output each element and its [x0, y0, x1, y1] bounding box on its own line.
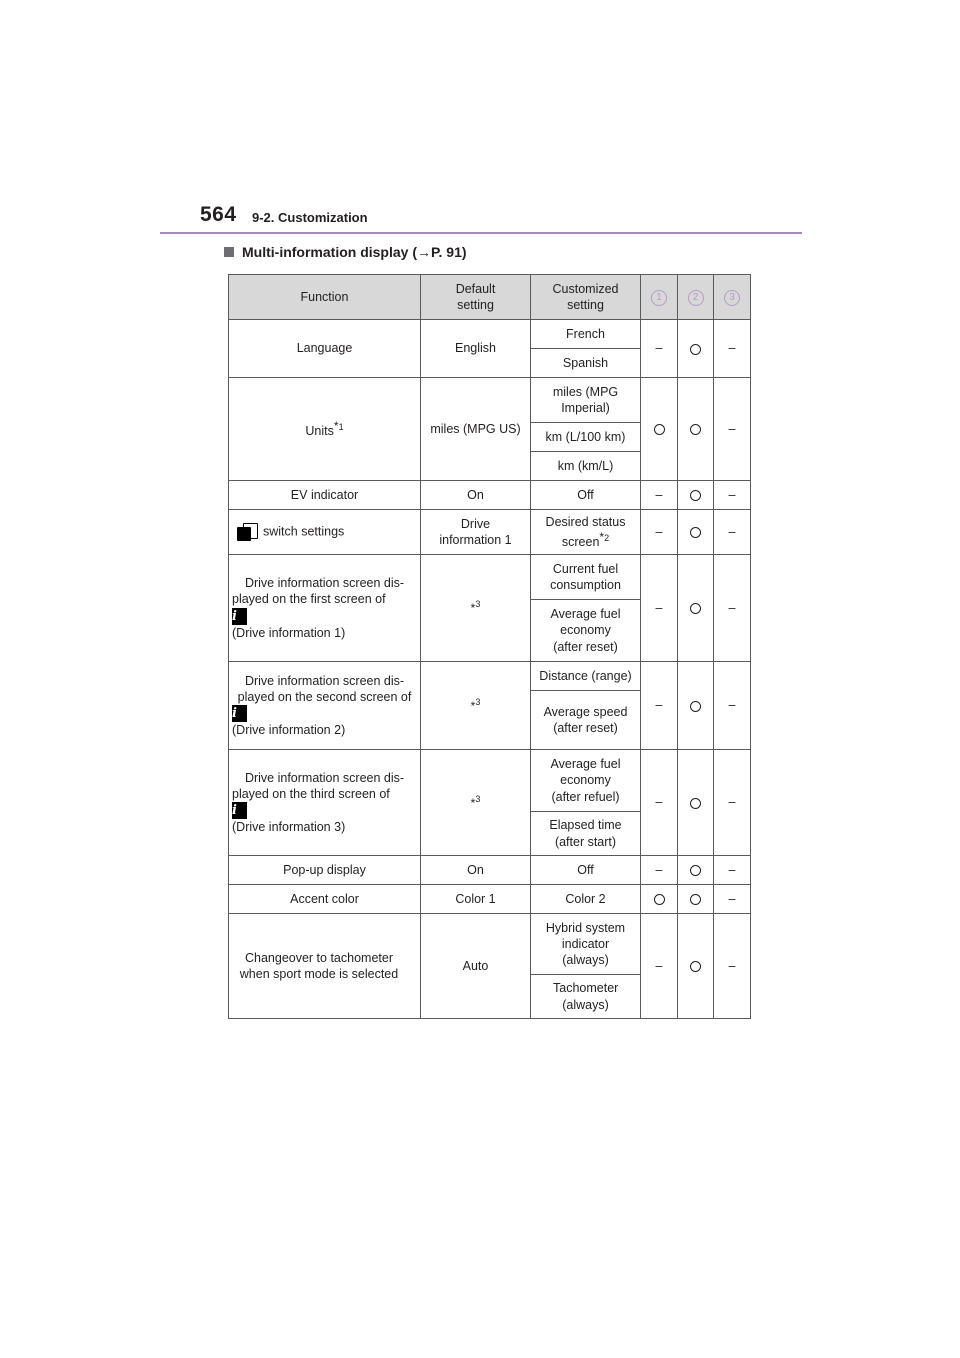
circle-icon	[654, 424, 665, 435]
dash-mark: –	[714, 378, 751, 481]
table-row	[229, 750, 751, 812]
popup-default: On	[421, 856, 531, 885]
dash-mark: –	[714, 662, 751, 750]
drive-info-3-function: Drive information screen dis- played on the third screen of i (Drive information 3)	[229, 750, 421, 856]
header-function: Function	[229, 275, 421, 320]
units-option: km (km/L)	[531, 452, 641, 481]
switch-function: switch settings	[229, 510, 421, 555]
square-bullet-icon	[224, 247, 234, 257]
circle-mark	[678, 662, 714, 750]
circle-mark	[641, 885, 678, 914]
table-row	[229, 510, 751, 555]
table-row	[229, 662, 751, 691]
language-function: Language	[229, 320, 421, 378]
header-customized: Customized setting	[531, 275, 641, 320]
drive2-option: Distance (range)	[531, 662, 641, 691]
switch-default: Drive information 1	[421, 510, 531, 555]
circle-icon	[654, 894, 665, 905]
drive1-option: Average fuel economy (after reset)	[531, 600, 641, 662]
ev-custom: Off	[531, 481, 641, 510]
circled-2-icon: 2	[688, 290, 704, 306]
tacho-default: Auto	[421, 914, 531, 1019]
topic-text: Multi-information display (→P. 91)	[242, 244, 467, 260]
page-number: 564	[200, 203, 237, 226]
circle-icon	[690, 701, 701, 712]
table-row	[229, 856, 751, 885]
language-default: English	[421, 320, 531, 378]
customization-table	[228, 274, 751, 1019]
drive-info-icon: i	[232, 608, 247, 625]
circle-mark	[678, 856, 714, 885]
drive-info-icon: i	[232, 705, 247, 722]
dash-mark: –	[714, 555, 751, 662]
tacho-option: Hybrid system indicator (always)	[531, 914, 641, 975]
circle-icon	[690, 490, 701, 501]
drive1-option: Current fuel consumption	[531, 555, 641, 600]
circle-mark	[678, 378, 714, 481]
ev-function: EV indicator	[229, 481, 421, 510]
switch-custom: Desired status screen$^{*2}$	[531, 510, 641, 555]
dash-mark: –	[714, 914, 751, 1019]
circle-mark	[678, 914, 714, 1019]
table-row	[229, 378, 751, 423]
circle-icon	[690, 894, 701, 905]
table-row	[229, 481, 751, 510]
circle-mark	[678, 885, 714, 914]
accent-function: Accent color	[229, 885, 421, 914]
dash-mark: –	[641, 510, 678, 555]
drive-info-icon: i	[232, 802, 247, 819]
drive-info-2-function: Drive information screen dis- played on the second screen of i (Drive information 2)	[229, 662, 421, 750]
drive2-option: Average speed (after reset)	[531, 691, 641, 750]
dash-mark: –	[714, 856, 751, 885]
circle-icon	[690, 865, 701, 876]
circle-mark	[678, 555, 714, 662]
circle-icon	[690, 798, 701, 809]
dash-mark: –	[714, 885, 751, 914]
dash-mark: –	[641, 662, 678, 750]
circle-mark	[678, 750, 714, 856]
drive3-option: Elapsed time (after start)	[531, 812, 641, 856]
dash-mark: –	[714, 750, 751, 856]
display-switch-icon	[237, 523, 257, 541]
header-col-2	[678, 275, 714, 320]
dash-mark: –	[714, 320, 751, 378]
circle-icon	[690, 344, 701, 355]
header-col-3	[714, 275, 751, 320]
table-row	[229, 320, 751, 349]
units-option: km (L/100 km)	[531, 423, 641, 452]
footnote-mark: *$^3$	[421, 662, 531, 750]
circle-mark	[641, 378, 678, 481]
table-row	[229, 885, 751, 914]
circle-icon	[690, 527, 701, 538]
language-option: Spanish	[531, 349, 641, 378]
circle-icon	[690, 961, 701, 972]
header-default: Default setting	[421, 275, 531, 320]
circle-mark	[678, 320, 714, 378]
section-title: 9-2. Customization	[252, 210, 368, 225]
circled-1-icon: 1	[651, 290, 667, 306]
footnote-mark: *$^3$	[421, 750, 531, 856]
header-divider	[160, 232, 802, 234]
ev-default: On	[421, 481, 531, 510]
circle-icon	[690, 603, 701, 614]
dash-mark: –	[641, 750, 678, 856]
circled-3-icon: 3	[724, 290, 740, 306]
dash-mark: –	[641, 555, 678, 662]
drive-info-1-function: Drive information screen dis- played on the first screen of i (Drive information 1)	[229, 555, 421, 662]
topic-heading	[224, 244, 467, 260]
popup-custom: Off	[531, 856, 641, 885]
dash-mark: –	[714, 510, 751, 555]
dash-mark: –	[641, 481, 678, 510]
dash-mark: –	[641, 320, 678, 378]
units-option: miles (MPG Imperial)	[531, 378, 641, 423]
dash-mark: –	[714, 481, 751, 510]
accent-default: Color 1	[421, 885, 531, 914]
table-row	[229, 555, 751, 600]
language-option: French	[531, 320, 641, 349]
tacho-option: Tachometer (always)	[531, 975, 641, 1019]
table-header-row	[229, 275, 751, 320]
accent-custom: Color 2	[531, 885, 641, 914]
circle-mark	[678, 510, 714, 555]
table-row	[229, 914, 751, 975]
dash-mark: –	[641, 914, 678, 1019]
header-col-1	[641, 275, 678, 320]
drive3-option: Average fuel economy (after refuel)	[531, 750, 641, 812]
popup-function: Pop-up display	[229, 856, 421, 885]
dash-mark: –	[641, 856, 678, 885]
circle-mark	[678, 481, 714, 510]
circle-icon	[690, 424, 701, 435]
units-default: miles (MPG US)	[421, 378, 531, 481]
tacho-function: Changeover to tachometer when sport mode is selected	[229, 914, 421, 1019]
units-function: Units$^{*1}$	[229, 378, 421, 481]
footnote-mark: *$^3$	[421, 555, 531, 662]
